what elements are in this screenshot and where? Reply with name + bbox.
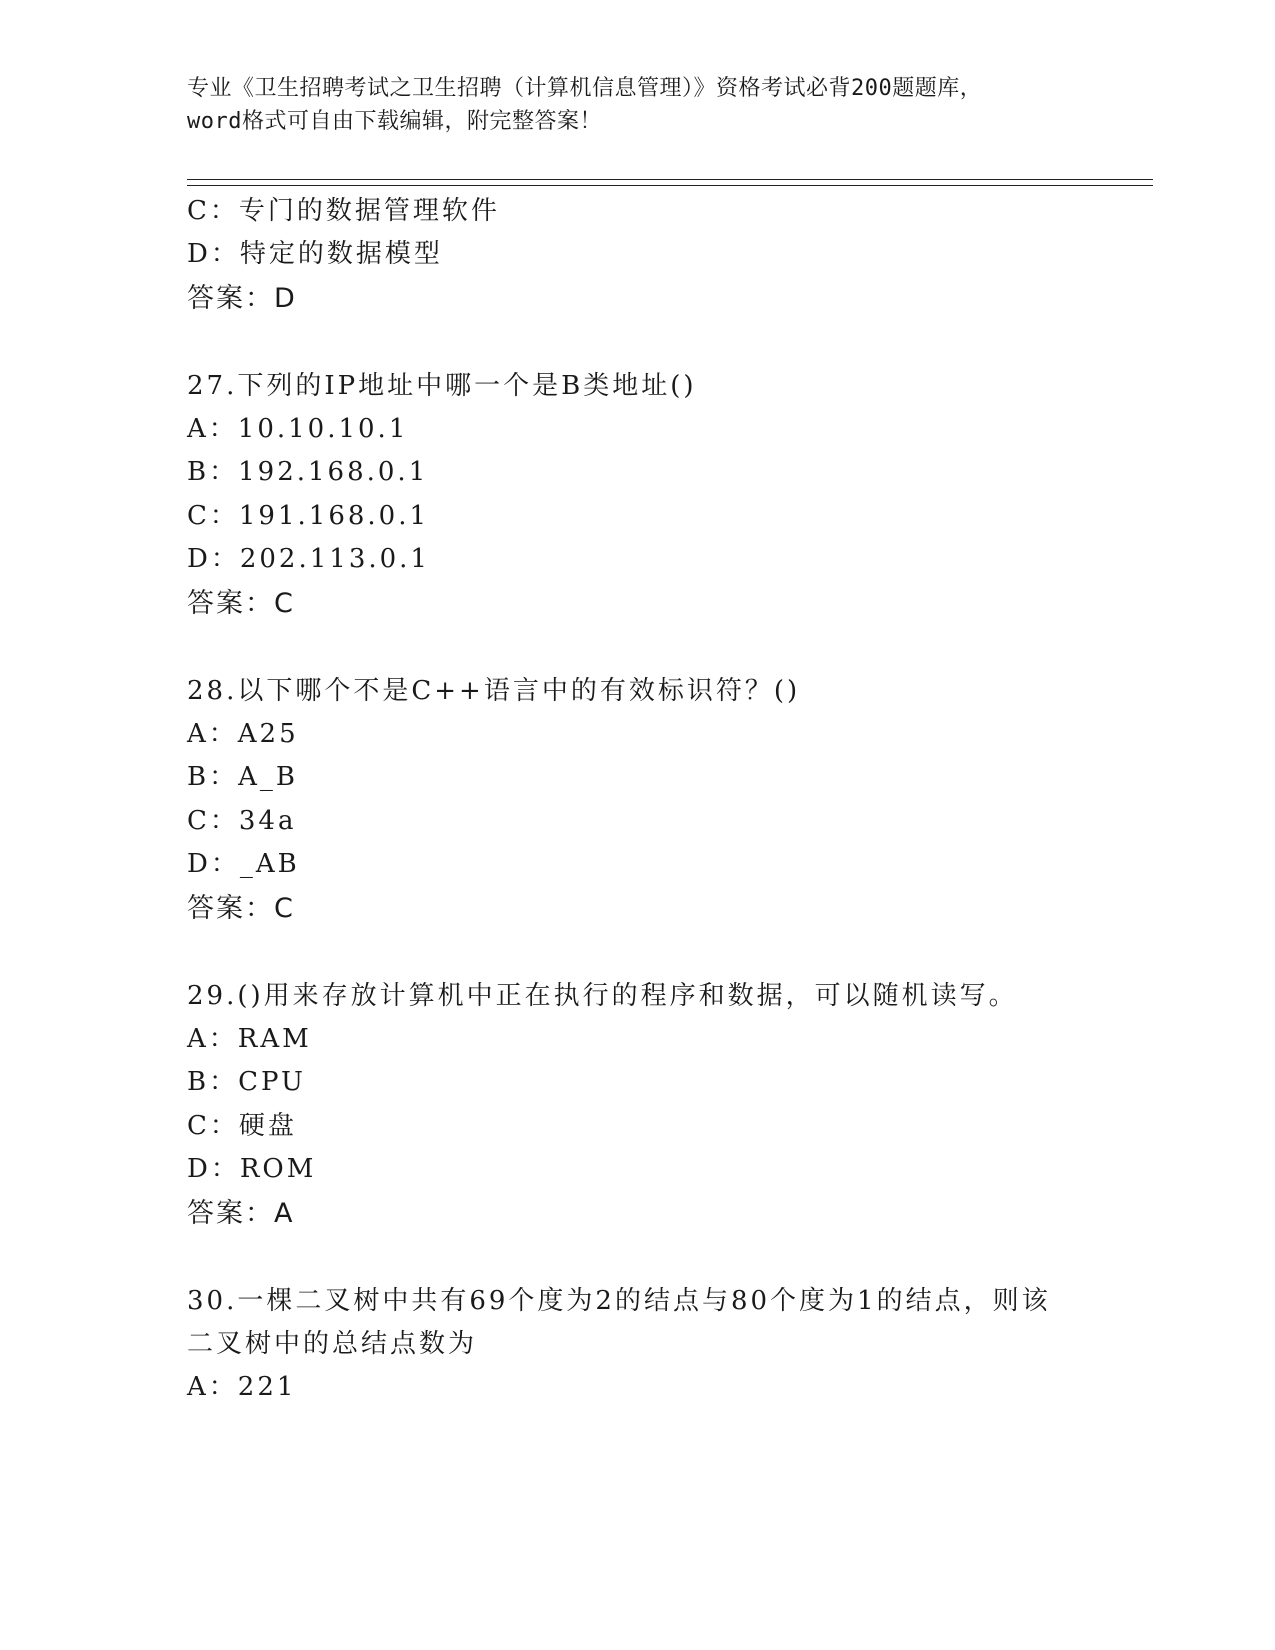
option-line: A：RAM [187, 1024, 312, 1054]
document-header [187, 72, 1087, 138]
header-rule-top [187, 179, 1153, 180]
question-stem-continued: 二叉树中的总结点数为 [187, 1329, 478, 1359]
option-line: C：191.168.0.1 [187, 501, 430, 531]
question-stem: 29.()用来存放计算机中正在执行的程序和数据，可以随机读写。 [187, 981, 1018, 1011]
question-stem: 30.一棵二叉树中共有69个度为2的结点与80个度为1的结点，则该 [187, 1286, 1051, 1316]
option-line: C：34a [187, 806, 297, 836]
answer-line: 答案：C [187, 588, 295, 619]
answer-line: 答案：D [187, 283, 297, 314]
option-line: B：192.168.0.1 [187, 457, 429, 487]
header-line-1: 专业《卫生招聘考试之卫生招聘（计算机信息管理）》资格考试必背200题题库， [187, 76, 983, 101]
option-line: D：特定的数据模型 [187, 239, 443, 269]
option-line: A：10.10.10.1 [187, 414, 409, 444]
option-line: A：A25 [187, 719, 299, 749]
header-rule-bottom [187, 185, 1153, 186]
question-stem: 27.下列的IP地址中哪一个是B类地址() [187, 371, 697, 401]
header-line-2: word格式可自由下载编辑，附完整答案！ [187, 109, 602, 134]
option-line: D：ROM [187, 1154, 317, 1184]
answer-line: 答案：C [187, 893, 295, 924]
option-line: B：CPU [187, 1067, 306, 1097]
option-line: C：硬盘 [187, 1111, 297, 1141]
option-line: D：202.113.0.1 [187, 544, 430, 574]
option-line: A：221 [187, 1372, 297, 1402]
question-stem: 28.以下哪个不是C++语言中的有效标识符？() [187, 676, 801, 706]
option-line: B：A_B [187, 762, 298, 792]
option-line: C：专门的数据管理软件 [187, 196, 500, 226]
answer-line: 答案：A [187, 1198, 295, 1229]
option-line: D：_AB [187, 849, 300, 879]
